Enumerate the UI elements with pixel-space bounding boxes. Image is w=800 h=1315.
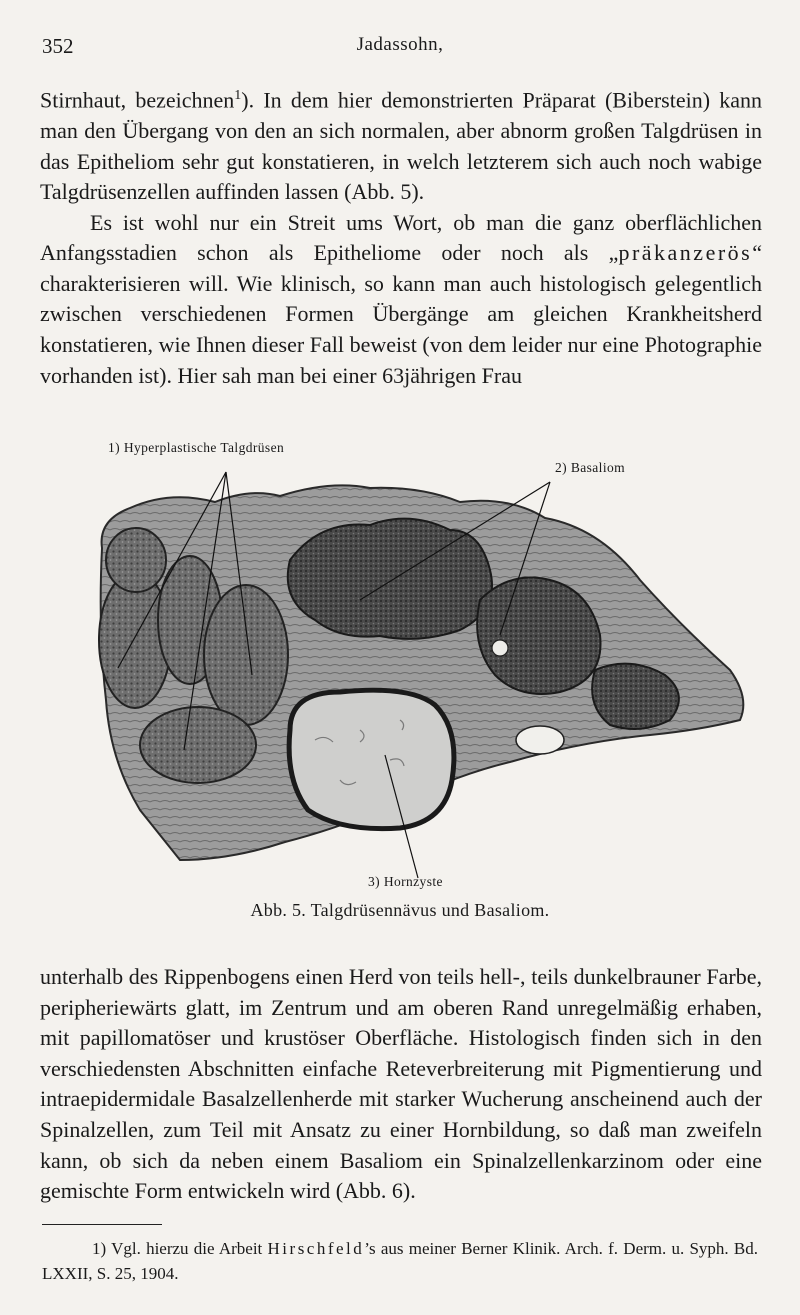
- bottom-text-block: [40, 962, 762, 1207]
- footnote-rule: [42, 1224, 162, 1225]
- gland-lobule: [204, 585, 288, 725]
- label-hornzyste: 3) Hornzyste: [368, 874, 443, 889]
- text-run: 1) Vgl. hierzu die Arbeit: [92, 1239, 268, 1258]
- histology-micrograph: [40, 430, 762, 880]
- text-run: Stirnhaut, bezeichnen: [40, 87, 235, 113]
- footnote: [42, 1236, 758, 1286]
- text-run: “ charakterisieren will. Wie klinisch, so kann man auch histologisch gelegentlich zwischen verschiedenen Formen Übergänge am gleichen Krankheitsherd konstatieren, wie Ihnen dieser Fall beweist (von dem leider nur eine Photographie vorhanden ist). Hier sah man bei einer 63jährigen Frau: [40, 240, 762, 388]
- gland-lobule: [140, 707, 256, 783]
- top-text-block: [40, 81, 762, 391]
- small-cavity: [516, 726, 564, 754]
- small-cavity: [492, 640, 508, 656]
- text-run: ). In dem hier demonstrierten Präparat (Biberstein) kann man den Übergang von den an sich normalen, aber abnorm großen Talgdrüsen in das Epitheliom sehr gut konstatieren, in welch letzterem sich auch noch wabige Talgdrüsenzellen auffinden lassen (Abb. 5).: [40, 87, 762, 205]
- paragraph: [40, 962, 762, 1207]
- horn-cyst: [289, 690, 454, 828]
- label-hyperplastic-glands: 1) Hyperplastische Talgdrüsen: [108, 440, 285, 455]
- paragraph: [40, 81, 762, 208]
- text-run: ’s aus meiner Berner Klinik. Arch. f. Derm. u. Syph. Bd. LXXII, S. 25, 1904.: [42, 1239, 759, 1283]
- spaced-emphasis: präkanzerös: [618, 240, 753, 266]
- page-header: [42, 34, 758, 58]
- footnote-ref: 1: [234, 88, 242, 103]
- spaced-emphasis: Hirschfeld: [267, 1239, 365, 1258]
- text-run: unterhalb des Rippenbogens einen Herd von teils hell-, teils dunkelbrauner Farbe, peripheriewärts glatt, im Zentrum und am oberen Rand unregelmäßig erhaben, mit papillomatöser und krustöser Oberfläche. Histologisch finden sich in den verschiedensten Abschnitten einfache Reteverbreiterung mit Pigmentierung und intraepidermidale Basalzellenherde mit starker Wucherung anscheinend auch der Spinalzellen, zum Teil mit Ansatz zu einer Hornbildung, so daß man zweifeln kann, ob sich da neben einem Basaliom ein Spinalzellenkarzinom oder eine gemischte Form entwickeln wird (Abb. 6).: [40, 964, 762, 1204]
- gland-lobule: [106, 528, 166, 592]
- label-basaliom: 2) Basaliom: [555, 460, 626, 475]
- footnote-text: [42, 1236, 758, 1286]
- figure-abb-5: [40, 430, 762, 889]
- text-run: Es ist wohl nur ein Streit ums Wort, ob man die ganz oberflächlichen Anfangsstadien schon als Epitheliome oder noch als „: [40, 209, 762, 266]
- paragraph: [40, 208, 762, 392]
- page-number: 352: [42, 34, 74, 58]
- running-head: Jadassohn,: [356, 34, 444, 55]
- figure-caption: Abb. 5. Talgdrüsennävus und Basaliom.: [250, 900, 550, 920]
